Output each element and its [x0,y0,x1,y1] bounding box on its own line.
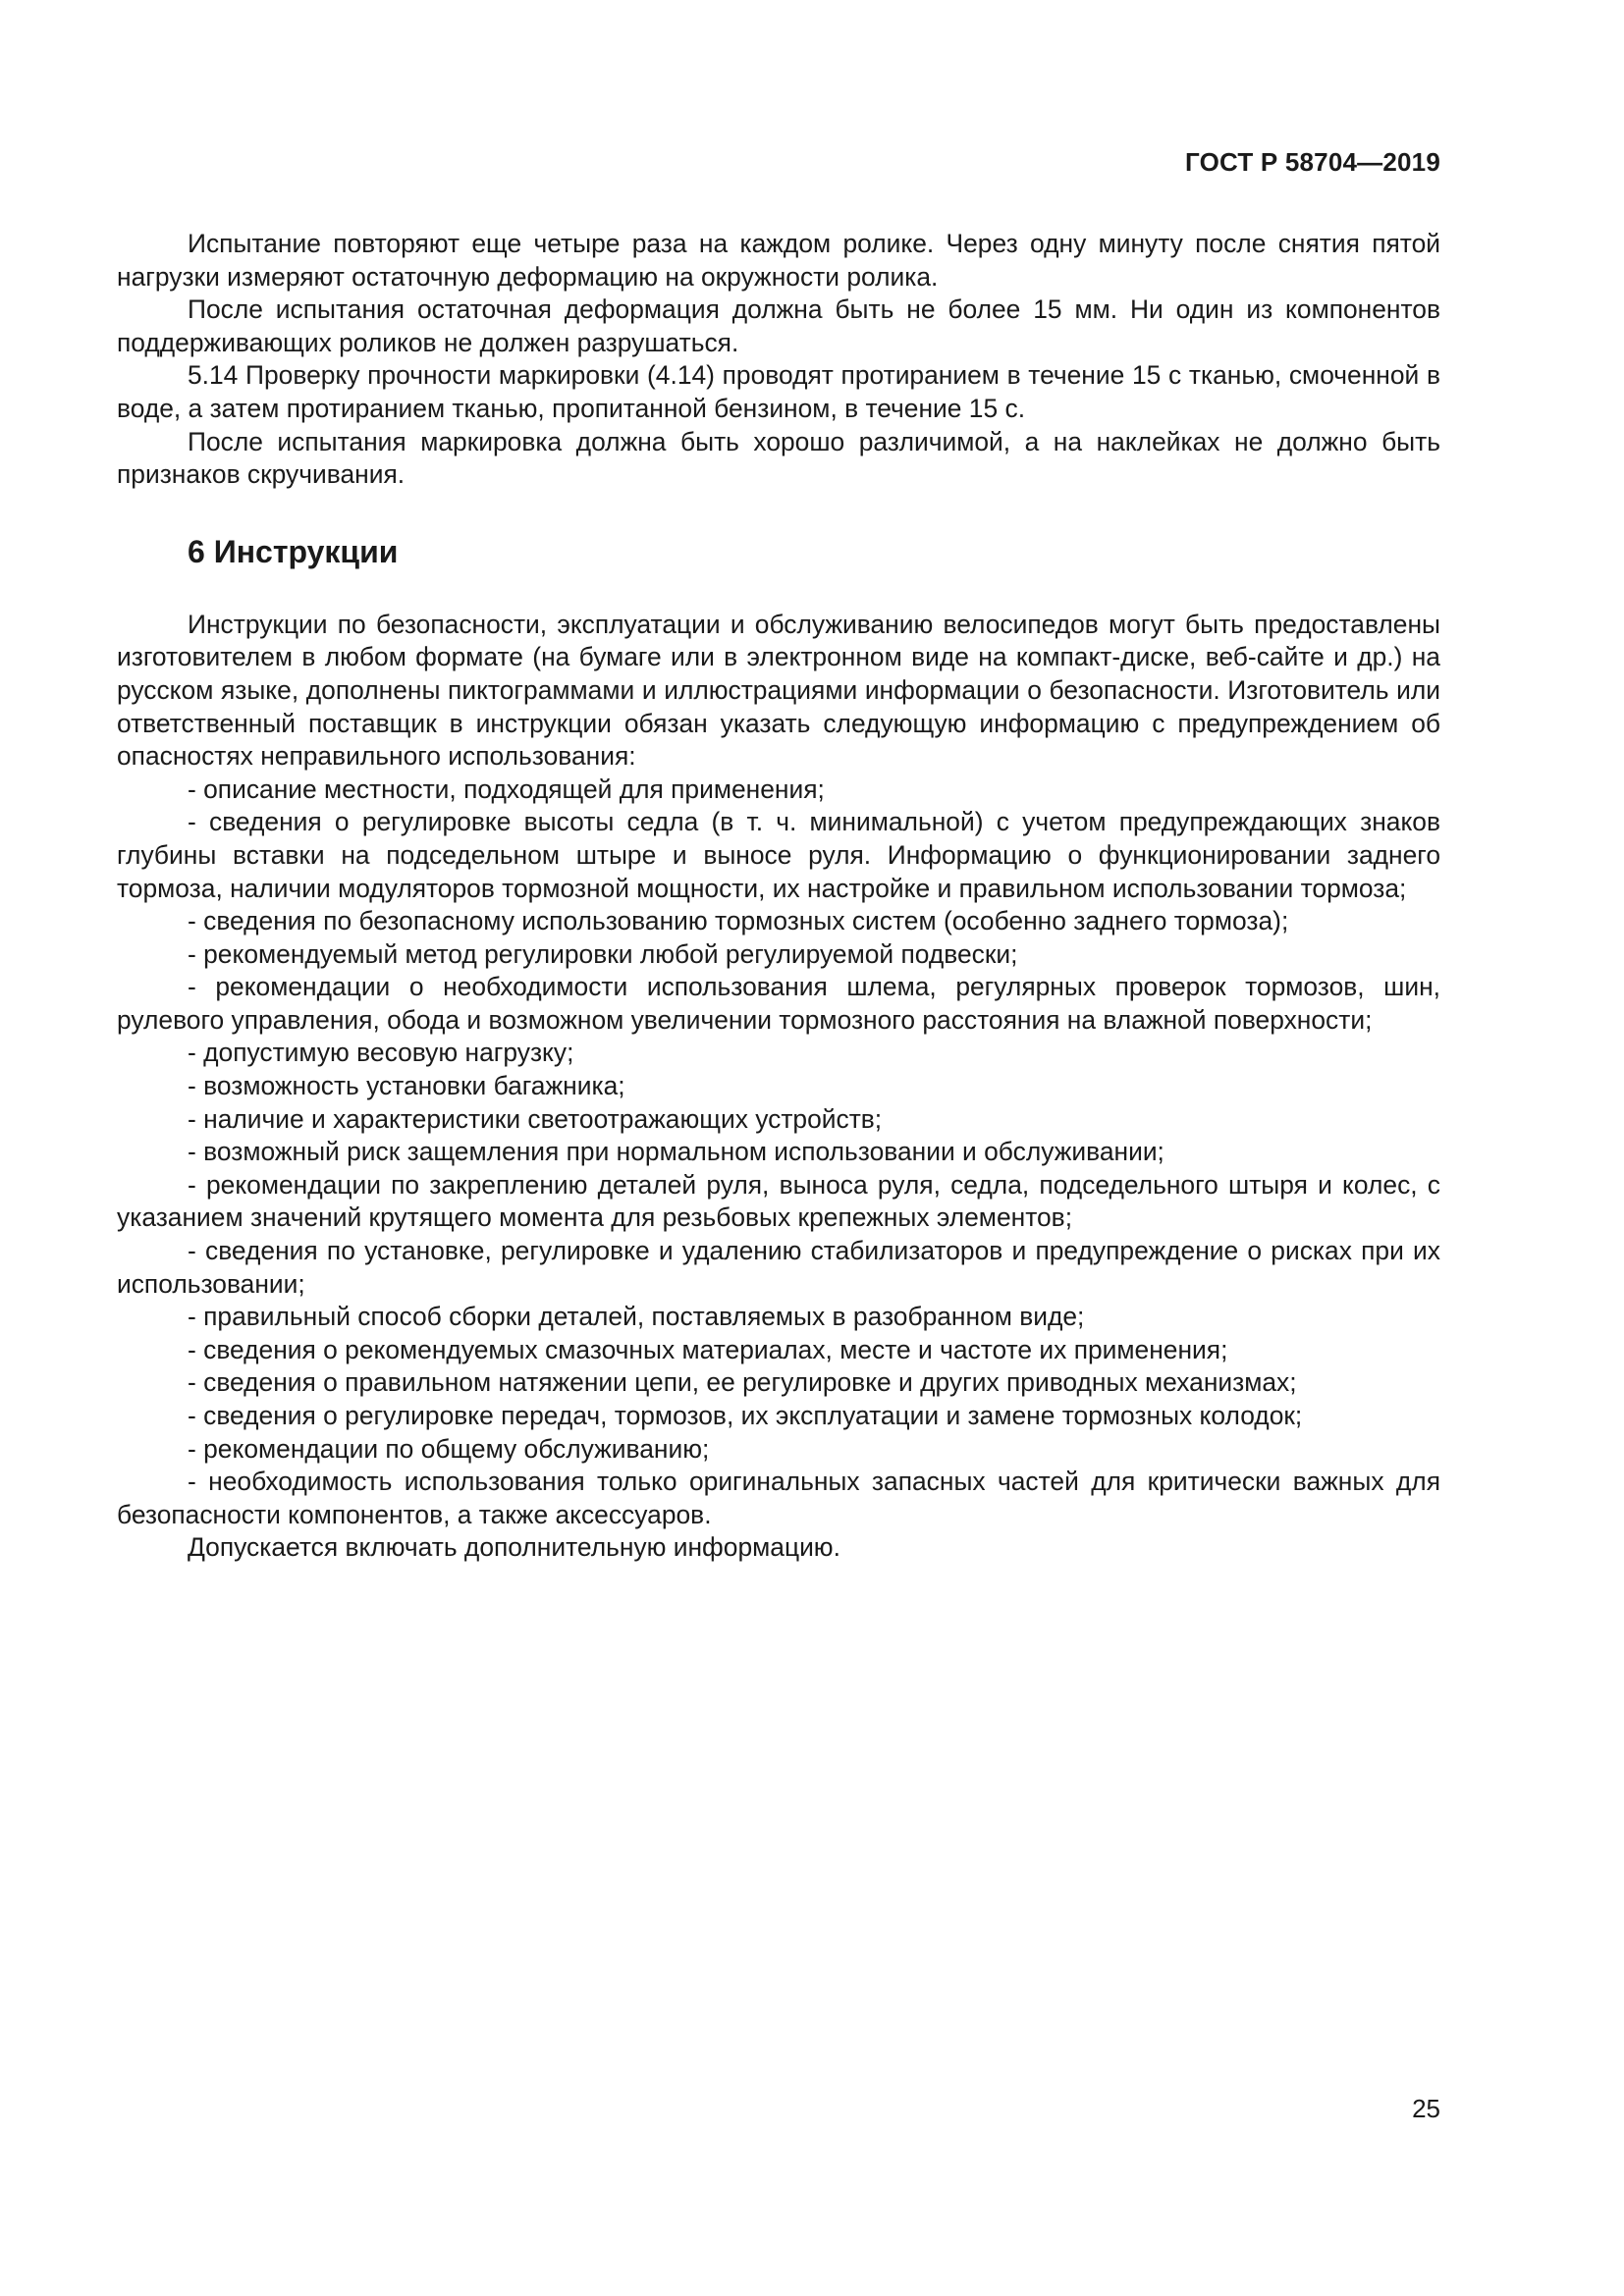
list-item: - сведения о регулировке передач, тормозов, их эксплуатации и замене тормозных колодок; [188,1401,1303,1430]
list-item: - сведения по установке, регулировке и удалению стабилизаторов и предупреждение о рисках при их использовании; [117,1236,1440,1299]
list-item: - допустимую весовую нагрузку; [188,1038,574,1068]
section-intro-paragraph: Инструкции по безопасности, эксплуатации и обслуживанию велосипедов могут быть предоставлены изготовителем в любом формате (на бумаге или в электронном виде на компакт-диске, веб-сайте и др.) на русском языке, дополнены пиктограммами и иллюстрациями информации о безопасности. Изготовитель или ответственный поставщик в инструкции обязан указать следующую информацию с предупреждением об опасностях неправильного использования: [117,609,1440,772]
list-item: - необходимость использования только оригинальных запасных частей для критически важных для безопасности компонентов, а также аксессуаров. [117,1467,1440,1529]
list-item: - рекомендуемый метод регулировки любой регулируемой подвески; [188,938,1018,969]
list-item: - сведения по безопасному использованию тормозных систем (особенно заднего тормоза); [188,906,1289,936]
list-item: - рекомендации по общему обслуживанию; [188,1433,710,1464]
list-item: - возможность установки багажника; [188,1071,625,1101]
list-item: - сведения о правильном натяжении цепи, ее регулировке и других приводных механизмах; [188,1367,1297,1398]
list-item: - рекомендации по закреплению деталей руля, выноса руля, седла, подседельного штыря и колес, с указанием значений крутящего момента для резьбовых крепежных элементов; [117,1169,1440,1233]
list-item: - наличие и характеристики светоотражающих устройств; [188,1103,883,1134]
paragraph-test-repeat: Испытание повторяют еще четыре раза на каждом ролике. Через одну минуту после снятия пятой нагрузки измеряют остаточную деформацию на окружности ролика. [117,229,1440,292]
list-item: - правильный способ сборки деталей, поставляемых в разобранном виде; [188,1302,1085,1332]
list-item: - описание местности, подходящей для применения; [188,774,825,804]
paragraph-marking-result: После испытания маркировка должна быть хорошо различимой, а на наклейках не должно быть признаков скручивания. [117,426,1440,490]
instruction-list [117,774,1440,1532]
closing-paragraph: Допускается включать дополнительную информацию. [188,1532,840,1563]
page-body [117,228,1440,1565]
section-heading-instructions: 6 Инструкции [188,533,399,569]
paragraph-marking-strength: 5.14 Проверку прочности маркировки (4.14) проводят протиранием в течение 15 с тканью, смоченной в воде, а затем протиранием тканью, пропитанной бензином, в течение 15 с. [117,360,1440,423]
list-item: - сведения о рекомендуемых смазочных материалах, месте и частоте их применения; [188,1334,1228,1364]
list-item: - возможный риск защемления при нормальном использовании и обслуживании; [188,1137,1164,1167]
list-item: - рекомендации о необходимости использования шлема, регулярных проверок тормозов, шин, рулевого управления, обода и возможном увеличении тормозного расстояния на влажной поверхности; [117,972,1440,1035]
list-item: - сведения о регулировке высоты седла (в т. ч. минимальной) с учетом предупреждающих знаков глубины вставки на подседельном штыре и выносе руля. Информацию о функционировании заднего тормоза, наличии модуляторов тормозной мощности, их настройке и правильном использовании тормоза; [117,807,1440,903]
page-number: 25 [1412,2094,1440,2123]
document-code-header: ГОСТ Р 58704—2019 [1185,147,1440,177]
paragraph-residual-deformation: После испытания остаточная деформация должна быть не более 15 мм. Ни один из компонентов поддерживающих роликов не должен разрушаться. [117,294,1440,357]
